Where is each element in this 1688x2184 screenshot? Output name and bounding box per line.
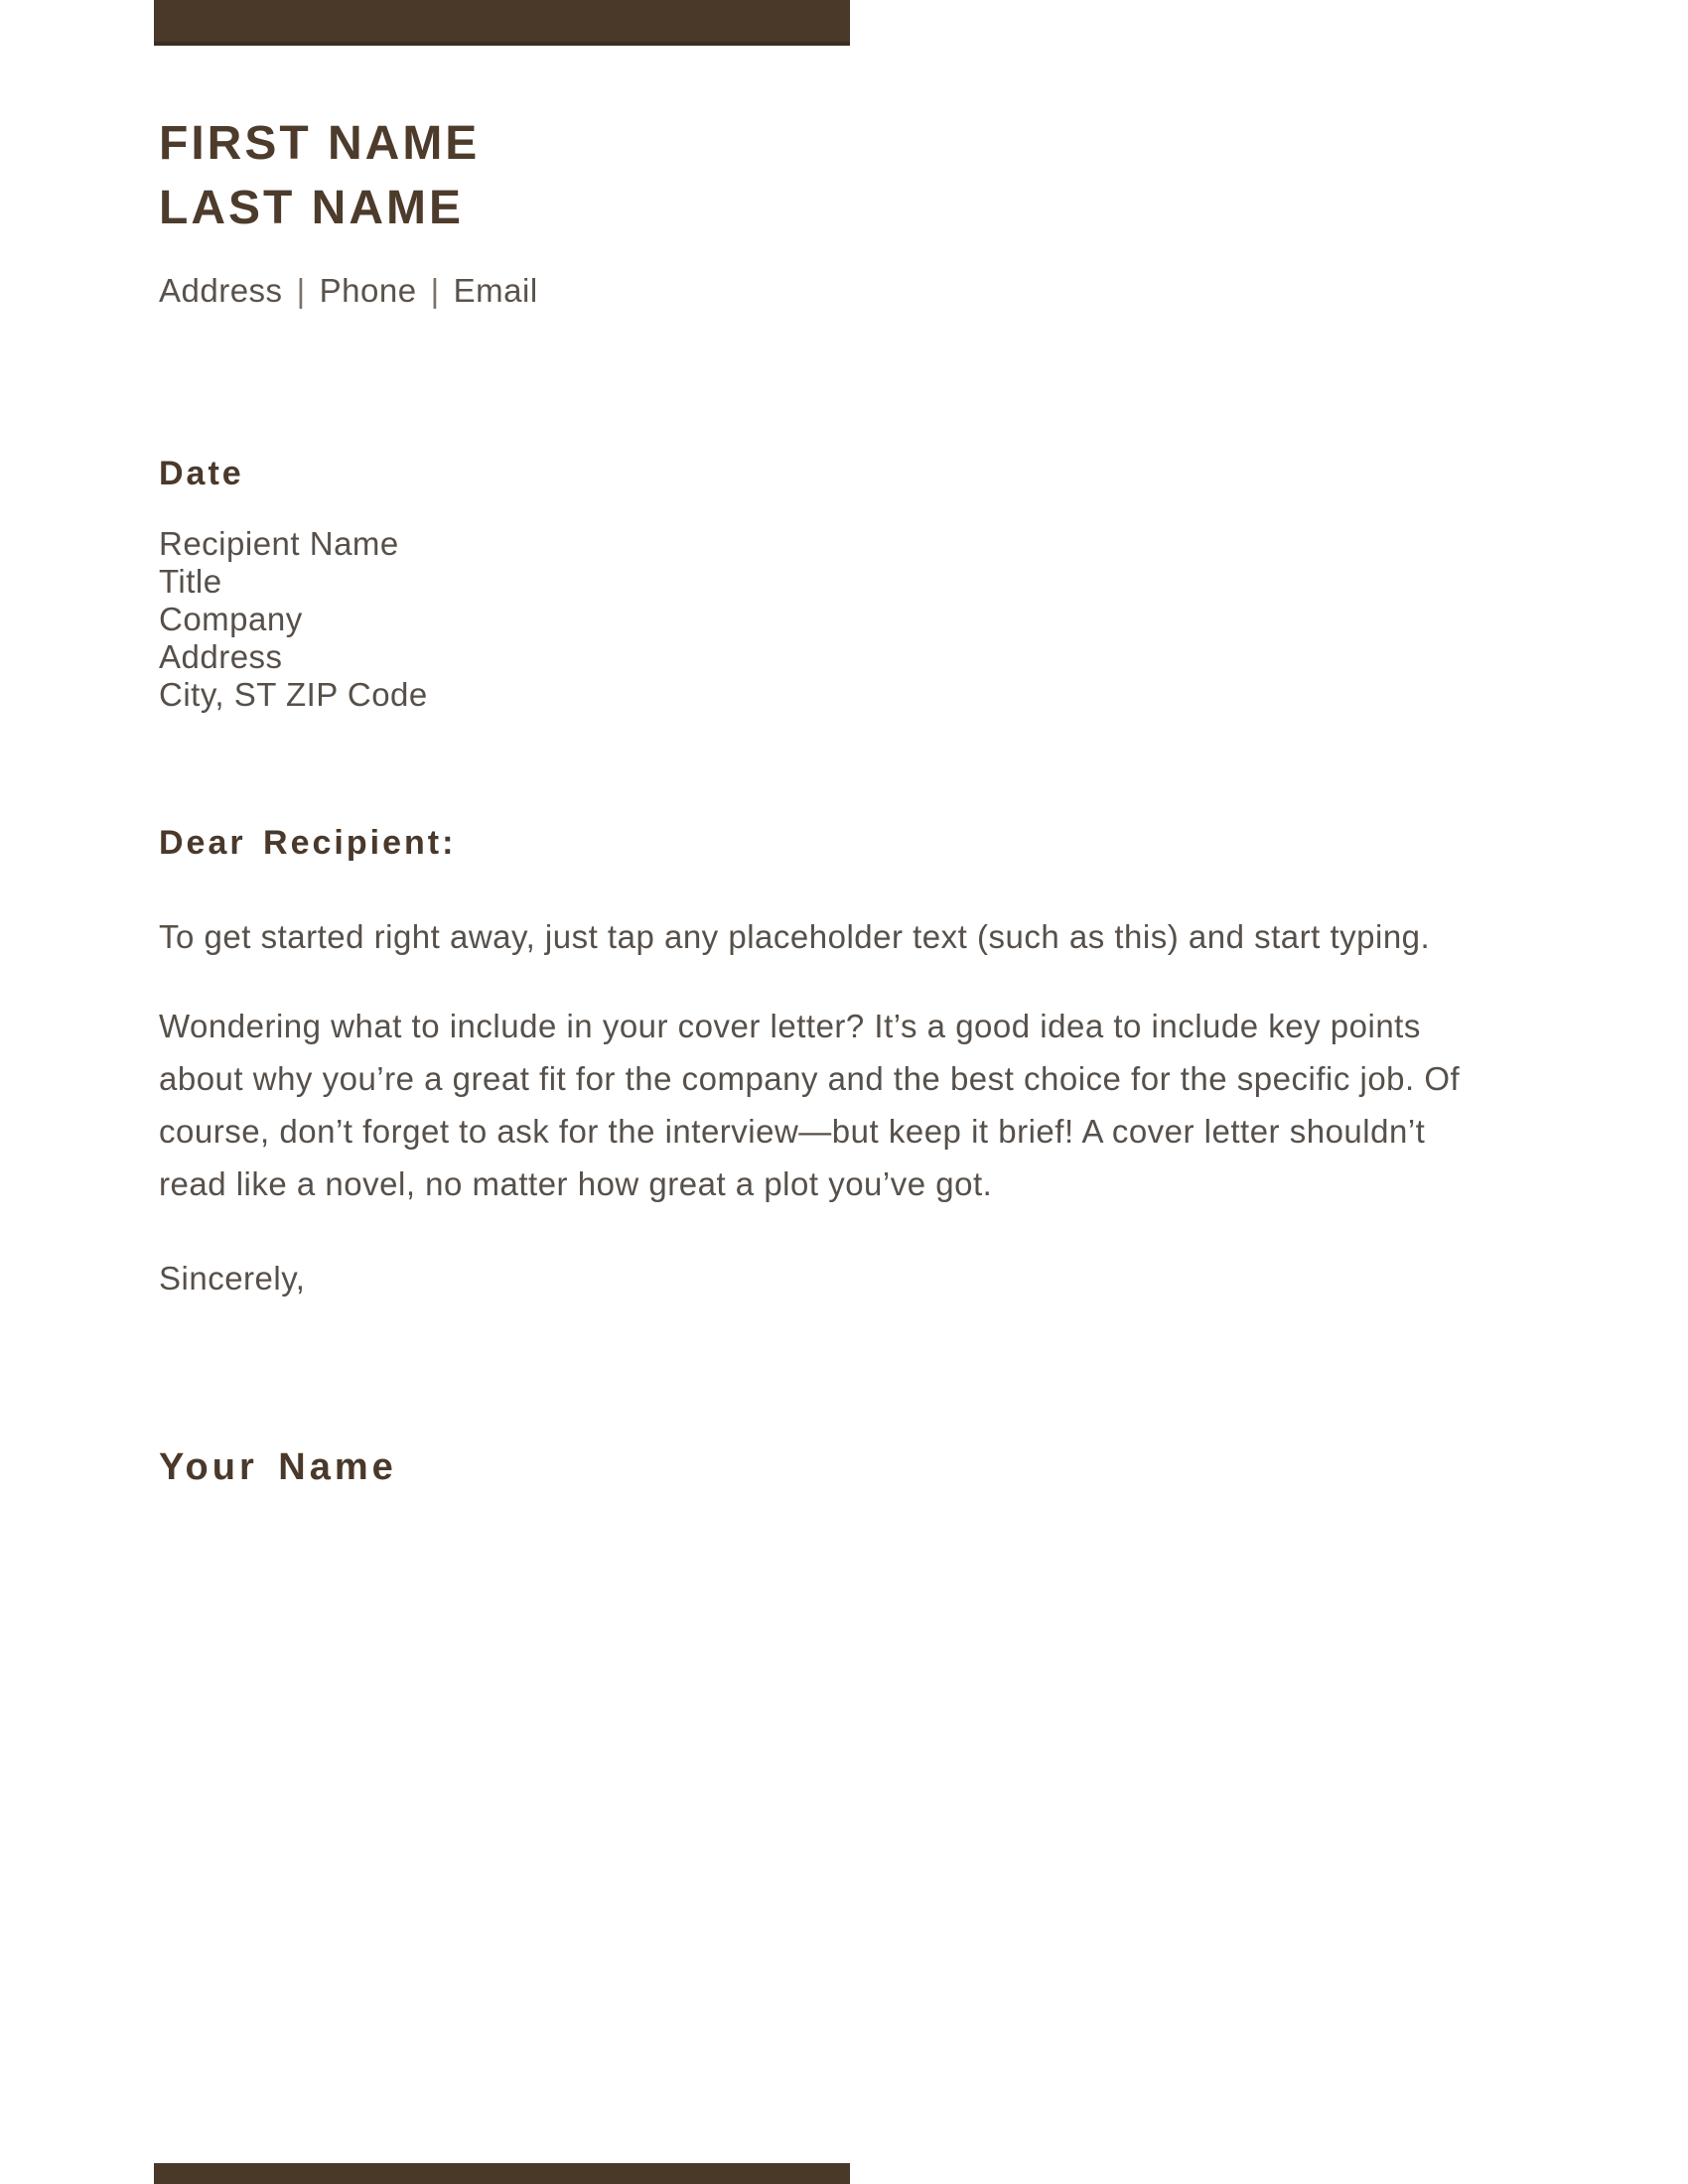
bottom-accent-bar: [154, 2163, 850, 2184]
salutation-placeholder[interactable]: Dear Recipient:: [159, 824, 457, 862]
recipient-name-placeholder[interactable]: Recipient Name: [159, 525, 399, 562]
contact-address-placeholder[interactable]: Address: [159, 272, 283, 309]
date-placeholder[interactable]: Date: [159, 455, 244, 492]
body-paragraph-2[interactable]: Wondering what to include in your cover letter? It’s a good idea to include key points about why you’re a great fit for the company and the best choice for the specific job. Of course, don’t forget to ask for the interview—but keep it brief! A cover letter shouldn’t read like a novel, no matter how great a plot you’ve got.: [159, 1008, 1461, 1202]
recipient-city-state-zip-placeholder[interactable]: City, ST ZIP Code: [159, 676, 428, 713]
last-name-placeholder[interactable]: LAST NAME: [159, 182, 464, 234]
closing-placeholder[interactable]: Sincerely,: [159, 1260, 306, 1297]
recipient-block[interactable]: [159, 525, 1484, 714]
first-name-placeholder[interactable]: FIRST NAME: [159, 117, 481, 170]
letter-content: [159, 0, 1484, 1490]
contact-phone-placeholder[interactable]: Phone: [319, 272, 417, 309]
name-heading[interactable]: [159, 111, 1484, 240]
recipient-title-placeholder[interactable]: Title: [159, 563, 222, 600]
contact-line[interactable]: [159, 268, 1484, 313]
contact-separator: |: [430, 272, 440, 309]
recipient-company-placeholder[interactable]: Company: [159, 601, 303, 637]
body-paragraph-1[interactable]: To get started right away, just tap any placeholder text (such as this) and start typing.: [159, 918, 1431, 955]
signature-name-placeholder[interactable]: Your Name: [159, 1446, 397, 1488]
contact-email-placeholder[interactable]: Email: [453, 272, 538, 309]
contact-separator: |: [296, 272, 306, 309]
recipient-address-placeholder[interactable]: Address: [159, 638, 283, 675]
